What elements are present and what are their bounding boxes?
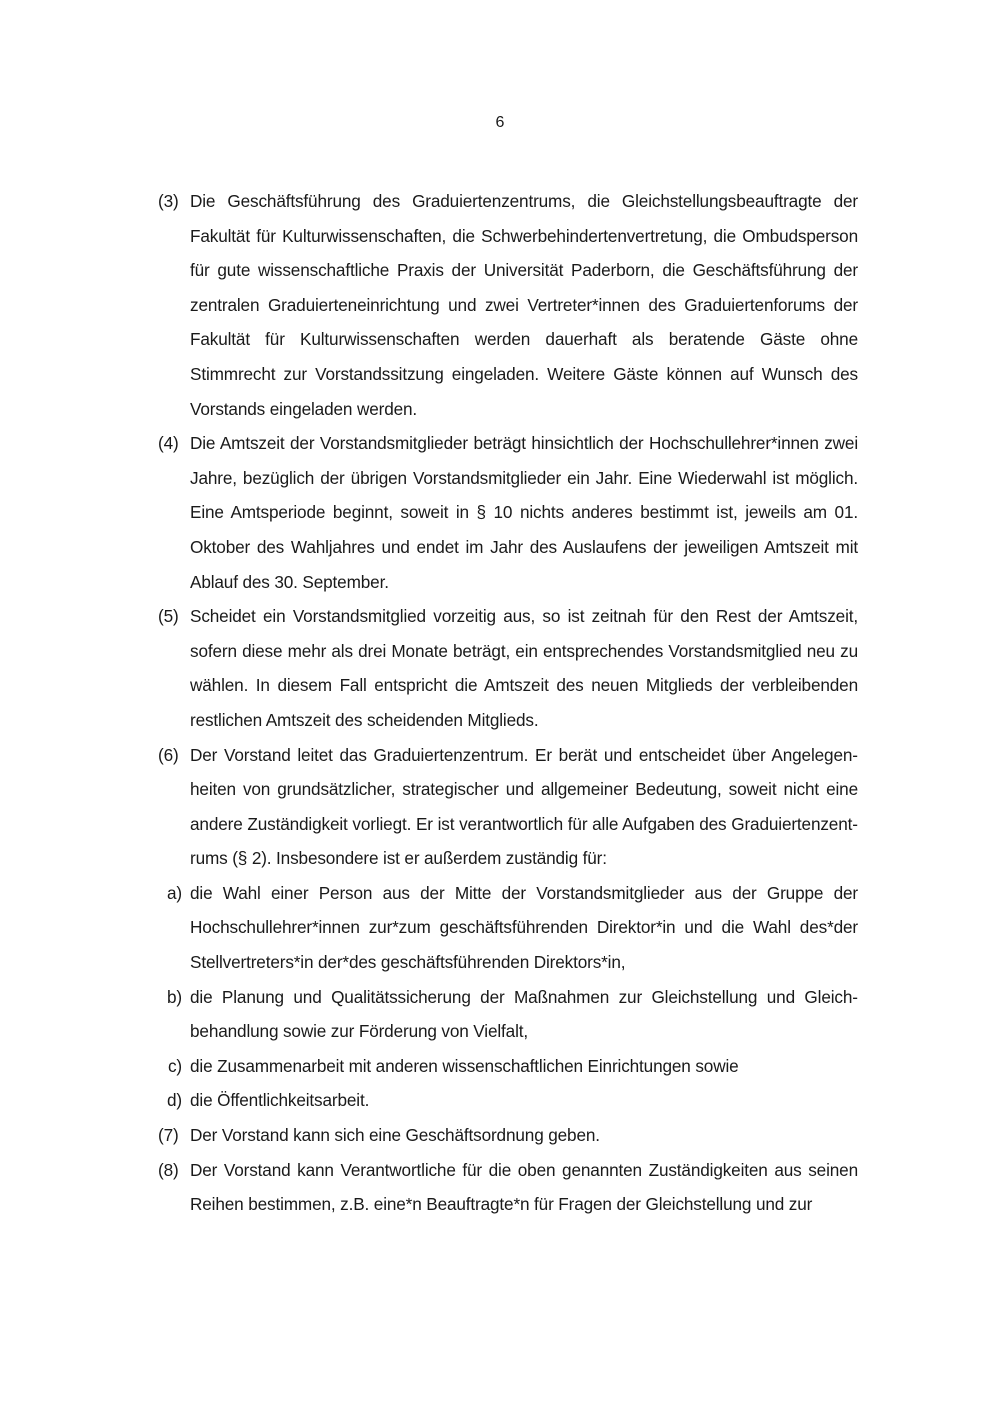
list-item-text: die Planung und Qualitätssicherung der Maßnahmen zur Gleichstellung und Gleichbehandlung sowie zur Förderung von Vielfalt, <box>190 986 858 1042</box>
list-item-b <box>158 980 858 1049</box>
document-body <box>158 184 858 1222</box>
paragraph-text: Der Vorstand kann Verantwortliche für die oben genannten Zuständigkeiten aus seinen Reihen bestimmen, z.B. eine*n Beauftragte*n für Fragen der Gleichstellung und zur <box>190 1159 858 1215</box>
list-item-text: die Wahl einer Person aus der Mitte der Vorstandsmitglieder aus der Gruppe der Hochschullehrer*innen zur*zum geschäftsführenden Direktor*in und die Wahl des*der Stellvertreters*in der*des geschäftsführenden Direktors*in, <box>190 882 858 973</box>
paragraph-marker: (6) <box>158 744 179 765</box>
paragraph-text: Der Vorstand kann sich eine Geschäftsordnung geben. <box>190 1125 600 1146</box>
paragraph-marker: (4) <box>158 433 179 454</box>
paragraph-text: Die Amtszeit der Vorstandsmitglieder beträgt hinsichtlich der Hochschullehrer*innen zwei Jahre, bezüglich der übrigen Vorstandsmitglieder ein Jahr. Eine Wiederwahl ist möglich. Eine Amtsperiode beginnt, soweit in § 10 nichts anderes bestimmt ist, jeweils am 01. Oktober des Wahljahres und endet im Jahr des Auslaufens der jeweiligen Amtszeit mit Ablauf des 30. September. <box>190 433 858 592</box>
paragraph-text: Der Vorstand leitet das Graduiertenzentrum. Er berät und entscheidet über Angelegenheiten von grundsätzlicher, strategischer und allgemeiner Bedeutung, soweit nicht eine andere Zuständigkeit vorliegt. Er ist verantwortlich für alle Aufgaben des Graduiertenzentrums (§ 2). Insbesondere ist er außerdem zuständig für: <box>190 744 858 869</box>
list-marker: a) <box>167 882 182 903</box>
paragraph-marker: (7) <box>158 1125 179 1146</box>
paragraph-3 <box>158 184 858 426</box>
list-item-c <box>158 1049 858 1084</box>
paragraph-4 <box>158 426 858 599</box>
paragraph-text: Die Geschäftsführung des Graduiertenzentrums, die Gleichstellungsbeauftragte der Fakultät für Kulturwissenschaften, die Schwerbehindertenvertretung, die Ombudsperson für gute wissenschaftliche Praxis der Universität Paderborn, die Geschäftsführung der zentralen Graduierteneinrichtung und zwei Vertreter*innen des Graduiertenforums der Fakultät für Kulturwissenschaften werden dauerhaft als beratende Gäste ohne Stimmrecht zur Vorstandssitzung eingeladen. Weitere Gäste können auf Wunsch des Vorstands eingeladen werden. <box>190 191 858 419</box>
paragraph-5 <box>158 599 858 737</box>
paragraph-marker: (5) <box>158 606 179 627</box>
paragraph-6 <box>158 738 858 876</box>
list-marker: d) <box>167 1090 182 1111</box>
list-marker: b) <box>167 986 182 1007</box>
list-item-a <box>158 876 858 980</box>
paragraph-marker: (8) <box>158 1159 179 1180</box>
page-number: 6 <box>495 114 505 131</box>
paragraph-text: Scheidet ein Vorstandsmitglied vorzeitig aus, so ist zeitnah für den Rest der Amtszeit, sofern diese mehr als drei Monate beträgt, ein entsprechendes Vorstandsmitglied neu zu wählen. In diesem Fall entspricht die Amtszeit des neuen Mitglieds der verbleibenden restlichen Amtszeit des scheidenden Mitglieds. <box>190 606 858 730</box>
list-item-d <box>158 1083 858 1118</box>
list-marker: c) <box>167 1055 182 1076</box>
paragraph-8 <box>158 1153 858 1222</box>
list-item-text: die Zusammenarbeit mit anderen wissenschaftlichen Einrichtungen sowie <box>190 1055 739 1076</box>
paragraph-marker: (3) <box>158 191 179 211</box>
paragraph-7 <box>158 1118 858 1153</box>
list-item-text: die Öffentlichkeitsarbeit. <box>190 1090 370 1111</box>
